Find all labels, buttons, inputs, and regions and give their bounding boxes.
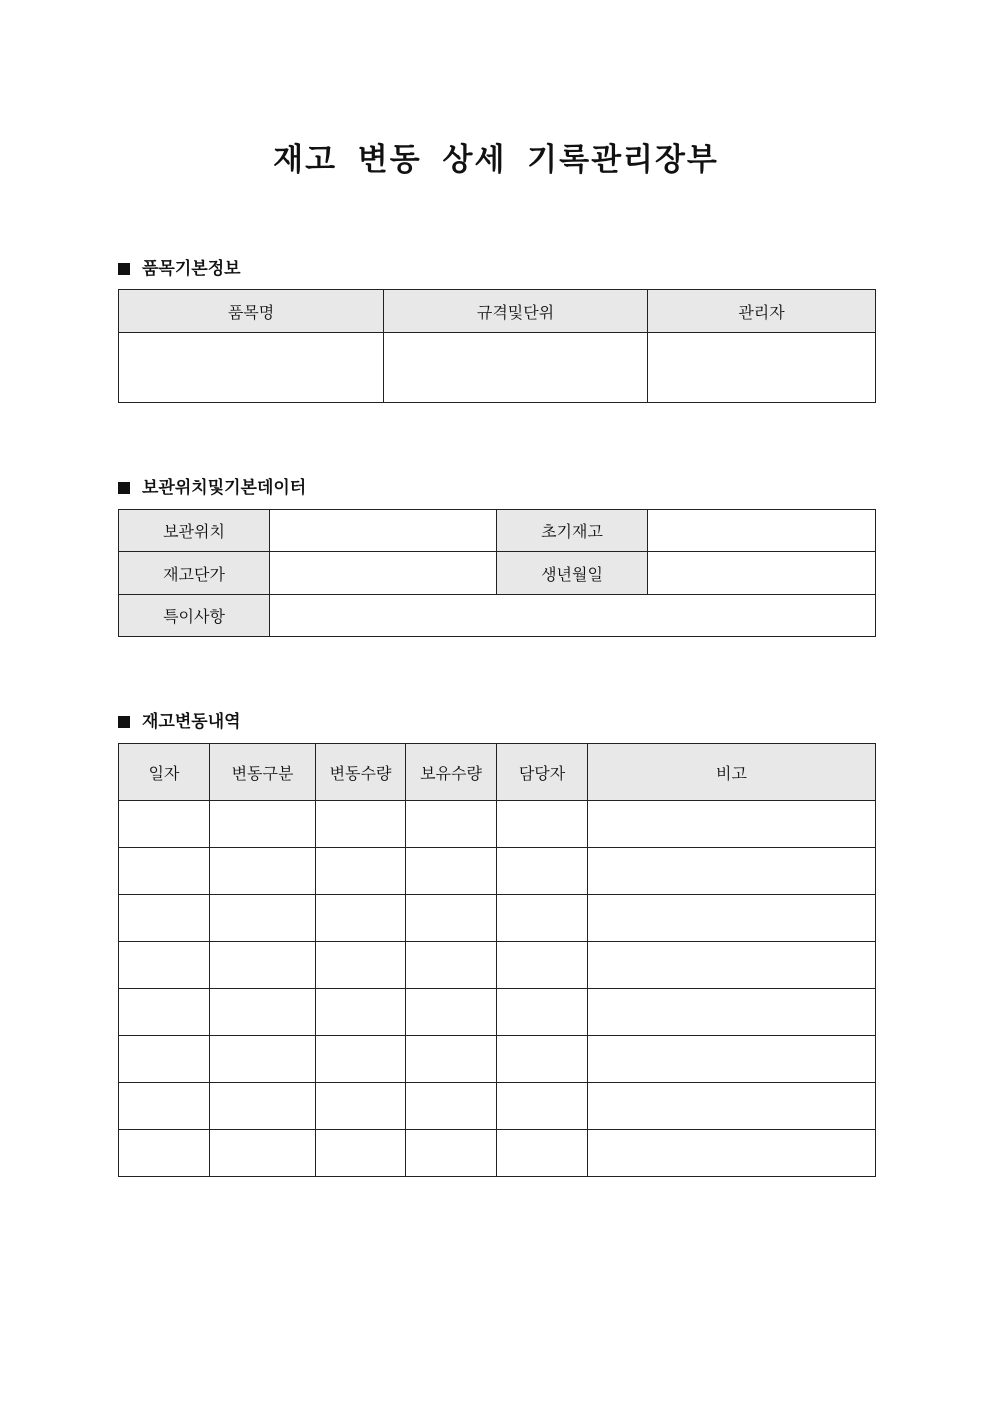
item-name-cell[interactable] [119,333,384,403]
person-cell[interactable] [497,801,588,848]
holding-qty-cell[interactable] [406,942,497,989]
holding-qty-cell[interactable] [406,1130,497,1177]
header-note: 비고 [588,744,876,801]
note-cell[interactable] [588,1083,876,1130]
note-cell[interactable] [588,1036,876,1083]
label-remarks: 특이사항 [119,595,270,637]
manager-cell[interactable] [648,333,876,403]
header-change-qty: 변동수량 [316,744,406,801]
date-cell[interactable] [119,989,210,1036]
change-type-cell[interactable] [210,1036,316,1083]
holding-qty-cell[interactable] [406,989,497,1036]
table-row [119,895,876,942]
date-cell[interactable] [119,1130,210,1177]
date-cell[interactable] [119,942,210,989]
location-cell[interactable] [270,510,497,552]
change-qty-cell[interactable] [316,1083,406,1130]
change-qty-cell[interactable] [316,801,406,848]
person-cell[interactable] [497,1130,588,1177]
change-qty-cell[interactable] [316,1130,406,1177]
person-cell[interactable] [497,848,588,895]
label-initial-stock: 초기재고 [497,510,648,552]
date-cell[interactable] [119,895,210,942]
change-qty-cell[interactable] [316,989,406,1036]
section-heading-basic-info [118,254,241,279]
person-cell[interactable] [497,942,588,989]
basic-info-table [118,289,876,403]
change-qty-cell[interactable] [316,1036,406,1083]
change-type-cell[interactable] [210,989,316,1036]
label-birth-date: 생년월일 [497,552,648,595]
change-qty-cell[interactable] [316,895,406,942]
holding-qty-cell[interactable] [406,801,497,848]
header-item-name: 품목명 [119,290,384,333]
note-cell[interactable] [588,1130,876,1177]
table-row [119,942,876,989]
change-type-cell[interactable] [210,801,316,848]
note-cell[interactable] [588,848,876,895]
holding-qty-cell[interactable] [406,895,497,942]
square-bullet-icon [118,716,130,728]
section-label: 품목기본정보 [142,259,241,279]
header-manager: 관리자 [648,290,876,333]
person-cell[interactable] [497,1083,588,1130]
change-type-cell[interactable] [210,895,316,942]
holding-qty-cell[interactable] [406,1036,497,1083]
table-row [119,848,876,895]
note-cell[interactable] [588,989,876,1036]
change-type-cell[interactable] [210,942,316,989]
table-row [119,989,876,1036]
label-location: 보관위치 [119,510,270,552]
person-cell[interactable] [497,989,588,1036]
change-type-cell[interactable] [210,1130,316,1177]
spec-unit-cell[interactable] [384,333,648,403]
header-spec-unit: 규격및단위 [384,290,648,333]
date-cell[interactable] [119,1083,210,1130]
header-person-in-charge: 담당자 [497,744,588,801]
date-cell[interactable] [119,801,210,848]
person-cell[interactable] [497,895,588,942]
square-bullet-icon [118,482,130,494]
change-type-cell[interactable] [210,1083,316,1130]
change-qty-cell[interactable] [316,942,406,989]
storage-table [118,509,876,637]
note-cell[interactable] [588,942,876,989]
table-row [119,1083,876,1130]
section-heading-history [118,707,241,732]
table-row [119,1036,876,1083]
note-cell[interactable] [588,801,876,848]
table-row [119,801,876,848]
header-change-type: 변동구분 [210,744,316,801]
initial-stock-cell[interactable] [648,510,876,552]
label-unit-price: 재고단가 [119,552,270,595]
holding-qty-cell[interactable] [406,848,497,895]
person-cell[interactable] [497,1036,588,1083]
note-cell[interactable] [588,895,876,942]
date-cell[interactable] [119,1036,210,1083]
square-bullet-icon [118,263,130,275]
date-cell[interactable] [119,848,210,895]
table-row [119,1130,876,1177]
section-label: 보관위치및기본데이터 [142,478,307,498]
section-label: 재고변동내역 [142,712,241,732]
history-table [118,743,876,1177]
remarks-cell[interactable] [270,595,876,637]
change-type-cell[interactable] [210,848,316,895]
unit-price-cell[interactable] [270,552,497,595]
page-title: 재고 변동 상세 기록관리장부 [273,142,719,178]
birth-date-cell[interactable] [648,552,876,595]
section-heading-storage [118,473,306,498]
change-qty-cell[interactable] [316,848,406,895]
header-holding-qty: 보유수량 [406,744,497,801]
header-date: 일자 [119,744,210,801]
holding-qty-cell[interactable] [406,1083,497,1130]
